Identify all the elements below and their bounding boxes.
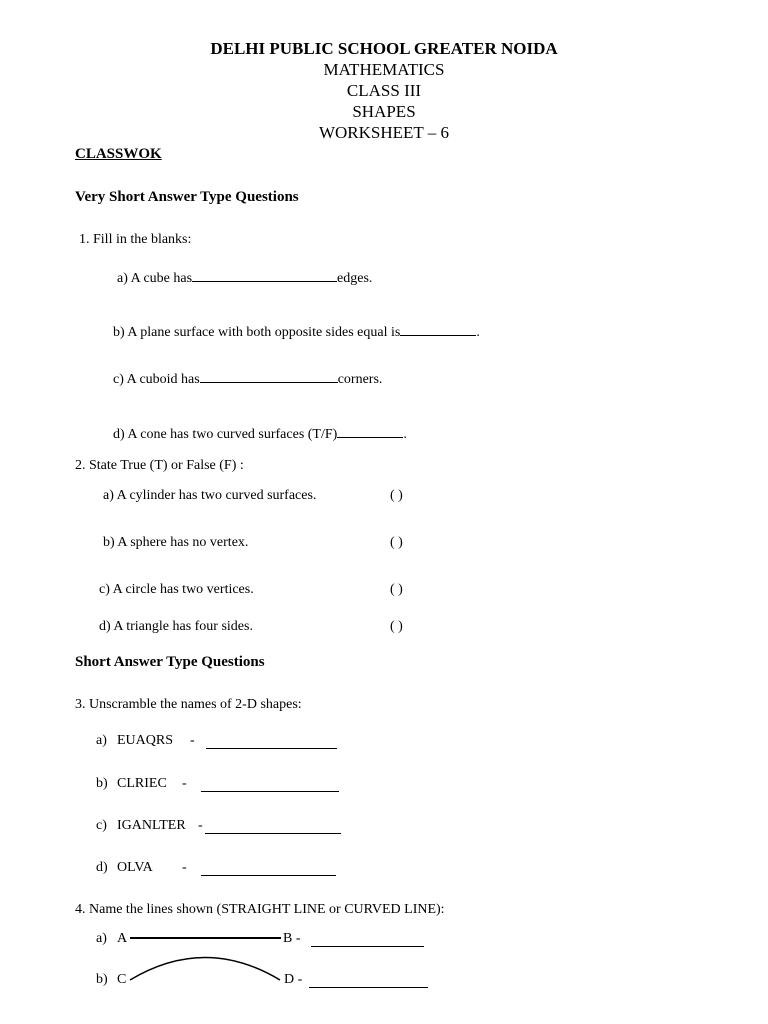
q4b-blank[interactable] — [309, 974, 428, 988]
q1d-text: d) A cone has two curved surfaces (T/F) — [113, 427, 338, 442]
q1a-text: a) A cube has — [117, 271, 193, 286]
q3d-word: OLVA — [117, 860, 153, 875]
q2d-label: d) A triangle has four sides. — [99, 619, 253, 634]
q3d-dash: - — [182, 860, 187, 875]
q4b-letter: b) — [96, 972, 108, 987]
q4b-end-point: D - — [284, 972, 303, 987]
q1c-suffix: corners. — [337, 372, 383, 387]
q3-prompt: 3. Unscramble the names of 2-D shapes: — [75, 697, 302, 712]
q1a-suffix: edges. — [337, 271, 373, 286]
q3d-letter: d) — [96, 860, 108, 875]
classwork-heading: CLASSWOK — [75, 146, 162, 162]
q2b-answer-box[interactable]: ( ) — [390, 535, 403, 550]
q4-prompt: 4. Name the lines shown (STRAIGHT LINE or CURVED LINE): — [75, 902, 445, 917]
q3a-dash: - — [190, 733, 195, 748]
q1b-text: b) A plane surface with both opposite sides equal is — [113, 325, 401, 340]
q4b-start-point: C — [117, 972, 127, 987]
q3b-word: CLRIEC — [117, 776, 167, 791]
q3c-dash: - — [198, 818, 203, 833]
q4a-letter: a) — [96, 931, 107, 946]
q3b-dash: - — [182, 776, 187, 791]
q4a-end-point: B - — [283, 931, 301, 946]
q3b-letter: b) — [96, 776, 108, 791]
q2a-label: a) A cylinder has two curved surfaces. — [103, 488, 317, 503]
class-title: CLASS III — [346, 81, 422, 100]
q1b-suffix: . — [476, 325, 480, 340]
q1c-text: c) A cuboid has — [113, 372, 200, 387]
q1d-suffix: . — [403, 427, 407, 442]
q2d-answer-box[interactable]: ( ) — [390, 619, 403, 634]
q2c-answer-box[interactable]: ( ) — [390, 582, 403, 597]
q1-prompt: 1. Fill in the blanks: — [79, 232, 192, 247]
q2a-answer-box[interactable]: ( ) — [390, 488, 403, 503]
worksheet-title: WORKSHEET – 6 — [318, 123, 449, 142]
topic-title: SHAPES — [352, 102, 416, 121]
section-short-title: Short Answer Type Questions — [75, 654, 265, 670]
q4a-start-point: A — [117, 931, 128, 946]
q3a-word: EUAQRS — [117, 733, 174, 748]
q3c-letter: c) — [96, 818, 107, 833]
subject-title: MATHEMATICS — [323, 60, 445, 79]
school-name: DELHI PUBLIC SCHOOL GREATER NOIDA — [210, 39, 558, 58]
q2b-label: b) A sphere has no vertex. — [103, 535, 249, 550]
q2-prompt: 2. State True (T) or False (F) : — [75, 458, 244, 473]
section-very-short-title: Very Short Answer Type Questions — [75, 189, 299, 205]
q3a-letter: a) — [96, 733, 107, 748]
q2c-label: c) A circle has two vertices. — [99, 582, 254, 597]
q3c-word: IGANLTER — [117, 818, 186, 833]
